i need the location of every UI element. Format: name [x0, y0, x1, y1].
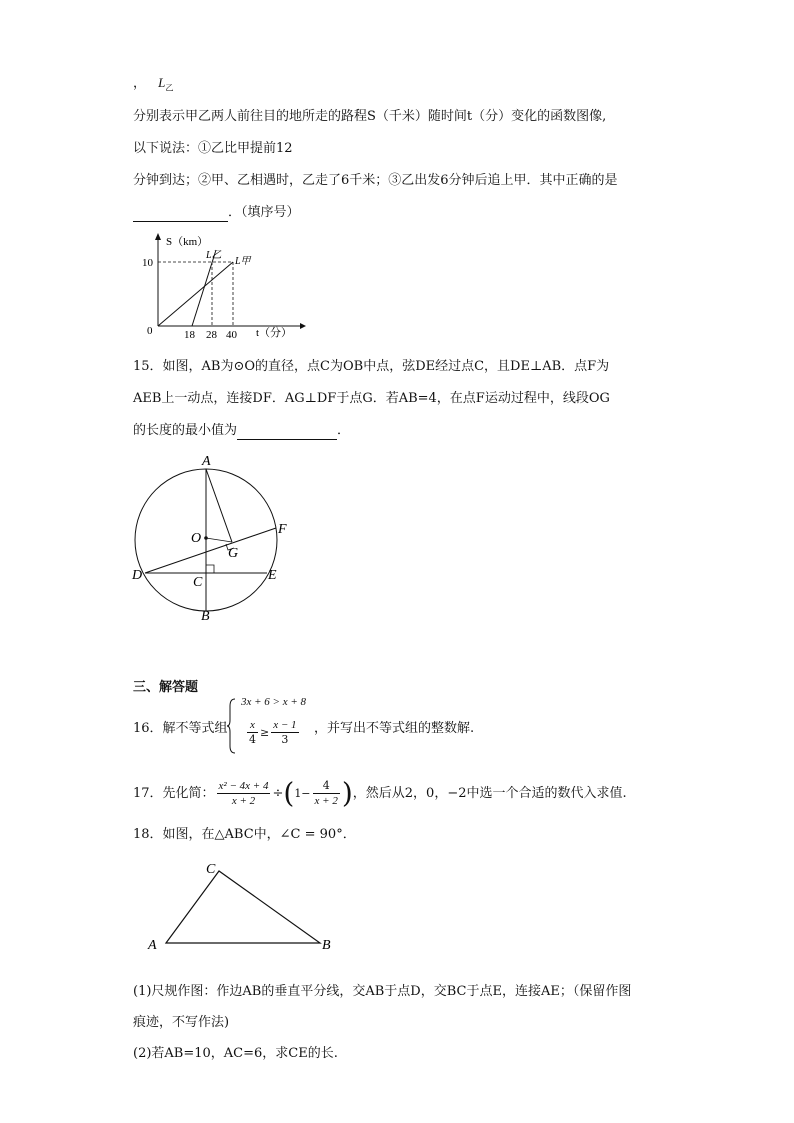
l-yi-sub: 乙	[165, 83, 174, 93]
tri-label-A: A	[148, 938, 157, 953]
brace	[227, 698, 237, 754]
q15-period: ．	[337, 423, 351, 438]
q15-line3	[133, 422, 350, 440]
label-A: A	[202, 454, 211, 469]
answer-blank-14[interactable]	[133, 207, 228, 222]
label-D: D	[132, 568, 143, 583]
q18-part2: (2)若AB=10，AC=6，求CE的长.	[133, 1046, 338, 1061]
q16-suffix: ，并写出不等式组的整数解.	[314, 721, 475, 736]
q14-line4	[133, 204, 300, 222]
q16-prefix: 16．解不等式组	[133, 721, 228, 736]
ineq2-right-num: x − 1	[273, 719, 297, 731]
ineq2-left-num: x	[247, 718, 258, 733]
q17-suffix: ，然后从2，0，−2中选一个合适的数代入求值.	[352, 786, 627, 801]
paren-open: (	[283, 776, 295, 810]
ineq2	[245, 718, 301, 747]
graph-14	[140, 228, 310, 343]
q15-prompt: 的长度的最小值为	[133, 423, 238, 438]
x-tick-40: 40	[226, 329, 237, 341]
q17-div: ÷	[272, 786, 284, 801]
paren-close: )	[341, 776, 353, 810]
figure-15	[128, 448, 298, 626]
l-yi-graph-label: L乙	[206, 250, 222, 261]
q17-inner: 1−	[294, 787, 311, 800]
x-tick-18: 18	[184, 329, 195, 341]
label-F: F	[278, 522, 287, 537]
x-axis-label: t（分）	[256, 327, 293, 339]
ineq2-right-den: 3	[281, 733, 289, 746]
ineq2-op: ≥	[260, 726, 270, 739]
q14-line3: 分钟到达；②甲、乙相遇时，乙走了6千米；③乙出发6分钟后追上甲．其中正确的是	[133, 173, 618, 188]
q18-line1: 18．如图，在△ABC中，∠C = 90°．	[133, 827, 356, 842]
q14-line1: 分别表示甲乙两人前往目的地所走的路程S（千米）随时间t（分）变化的函数图像,	[133, 109, 607, 124]
label-O: O	[191, 531, 202, 546]
y-tick-10: 10	[142, 257, 153, 269]
q14-hint: ．（填序号）	[228, 205, 300, 220]
tri-label-C: C	[206, 862, 216, 877]
comma: ，	[133, 76, 147, 91]
y-axis-label: S（km）	[166, 236, 209, 248]
q17-frac2-num: 4	[313, 779, 340, 794]
tri-label-B: B	[322, 938, 331, 953]
ineq1: 3x + 6 > x + 8	[241, 696, 307, 708]
q14-line2: 以下说法：①乙比甲提前12	[133, 141, 293, 156]
l-yi-label: L	[158, 75, 166, 90]
q14-line0	[133, 74, 173, 98]
q15-line2: AEB上一动点，连接DF．AG⊥DF于点G．若AB=4，在点F运动过程中，线段OG	[133, 391, 610, 406]
q18-part1-line1: (1)尺规作图：作边AB的垂直平分线，交AB于点D，交BC于点E，连接AE；（保留作图	[133, 984, 632, 999]
q15-line1: 15．如图，AB为⊙O的直径，点C为OB中点，弦DE经过点C，且DE⊥AB．点F为	[133, 359, 610, 374]
label-B: B	[201, 609, 210, 624]
label-C: C	[193, 575, 203, 590]
figure-18	[140, 856, 340, 956]
q17-frac1-num: x² − 4x + 4	[218, 780, 269, 792]
ineq2-left-den: 4	[249, 733, 256, 746]
label-E: E	[268, 568, 277, 583]
q17-prefix: 17．先化简：	[133, 786, 215, 801]
label-G: G	[228, 546, 239, 561]
x-tick-28: 28	[206, 329, 217, 341]
q17	[133, 776, 627, 810]
q17-frac2-den: x + 2	[314, 795, 338, 807]
l-jia-graph-label: L甲	[235, 256, 251, 267]
q17-frac1-den: x + 2	[231, 795, 256, 807]
origin-label: 0	[147, 325, 153, 337]
answer-blank-15[interactable]	[237, 425, 337, 440]
section-title: 三、解答题	[133, 680, 199, 695]
q18-part1-line2: 痕迹，不写作法)	[133, 1015, 230, 1030]
